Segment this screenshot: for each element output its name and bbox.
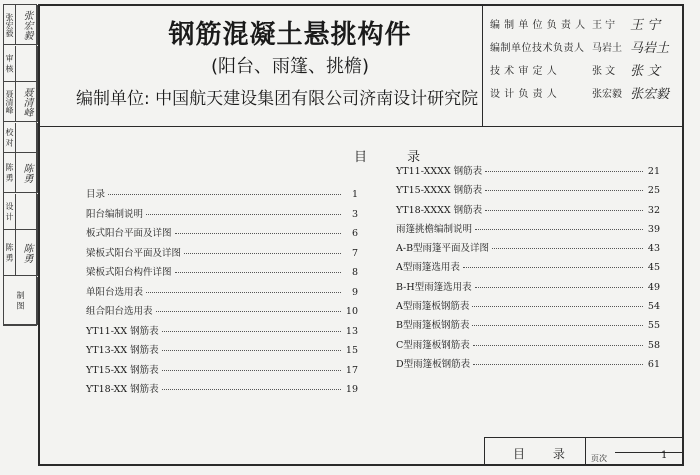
toc-entry-label: B型雨篷板钢筋表 [396,320,470,332]
toc-left-column [86,186,358,401]
toc-entry-label: C型雨篷板钢筋表 [396,339,470,351]
toc-entry-page: 54 [647,301,660,313]
toc-leader-dots [146,214,341,215]
toc-entry-label: D型雨篷板钢筋表 [396,358,471,370]
toc-entry-page: 10 [345,306,358,317]
strip-label: 张宏毅 [4,5,16,45]
toc-entry-label: YT15-XX 钢筋表 [86,364,159,376]
toc-leader-dots [162,389,341,390]
toc-entry-page: 43 [647,243,660,255]
toc-entry[interactable] [396,279,660,298]
toc-leader-dots [485,171,643,172]
toc-entry[interactable] [86,323,358,343]
toc-entry-page: 8 [351,267,358,278]
toc-leader-dots [485,190,643,191]
responsible-row [490,35,680,58]
toc-entry-label: 梁板式阳台构件详图 [86,267,172,278]
responsible-row [490,81,680,104]
document-title: 钢筋混凝土悬挑构件 [168,20,412,50]
toc-entry-label: B-H型雨篷选用表 [396,281,472,293]
toc-leader-dots [473,345,643,346]
toc-leader-dots [175,233,341,234]
toc-entry[interactable] [86,225,358,245]
toc-leader-dots [492,248,643,249]
toc-entry[interactable] [86,284,358,304]
responsible-name: 马岩土 [592,43,622,54]
organization-line: 编制单位: 中国航天建设集团有限公司济南设计研究院 [76,89,479,109]
responsible-signature: 张宏毅 [630,87,670,102]
responsible-name: 张 文 [592,66,616,77]
strip-signature [16,46,38,82]
toc-leader-dots [175,272,341,273]
toc-entry-page: 58 [647,339,660,351]
toc-entry-label: 目录 [86,189,106,200]
toc-entry-label: YT15-XXXX 钢筋表 [396,185,483,197]
toc-leader-dots [162,370,341,371]
toc-entry-page: 7 [351,247,358,259]
toc-leader-dots [156,311,341,312]
strip-label: 陈 勇 [4,153,16,193]
toc-entry-page: 17 [345,364,358,376]
strip-bottom-label: 制 图 [4,277,38,325]
toc-entry-label: A型雨篷板钢筋表 [396,301,470,313]
responsible-role: 编 制 单 位 负 责 人 [490,20,586,31]
strip-signature: 张宏毅 [16,5,38,45]
strip-signature [16,194,38,230]
responsible-role: 设 计 负 责 人 [490,89,558,100]
toc-leader-dots [184,253,341,254]
drafting-cell [3,276,37,326]
strip-label: 设 计 [4,194,16,230]
toc-leader-dots [472,306,643,307]
toc-entry[interactable] [86,381,358,401]
toc-entry-label: 板式阳台平面及详图 [86,228,172,239]
document-subtitle: (阳台、雨篷、挑檐) [210,56,370,77]
toc-entry[interactable] [86,362,358,382]
toc-entry-label: YT13-XX 钢筋表 [86,345,159,356]
responsible-name: 张宏毅 [592,89,622,100]
responsible-role: 技 术 审 定 人 [490,66,558,77]
page-number: 1 [661,450,668,461]
toc-entry[interactable] [396,317,660,336]
toc-entry-page: 39 [647,223,660,235]
toc-entry-label: YT18-XXXX 钢筋表 [396,204,483,216]
toc-entry[interactable] [86,342,358,362]
header-vertical-divider [482,4,483,126]
toc-entry-page: 49 [647,281,660,293]
toc-entry-label: YT11-XX 钢筋表 [86,325,159,337]
responsible-name: 王 宁 [592,20,616,31]
toc-entry-page: 25 [647,185,660,197]
toc-heading: 目 录 [354,150,439,165]
responsible-row [490,12,680,35]
toc-entry-page: 1 [351,189,358,200]
responsible-signature: 马岩土 [630,41,670,56]
responsible-signature: 王 宁 [630,18,661,33]
toc-entry-page: 61 [647,358,660,370]
toc-entry[interactable] [396,337,660,356]
toc-entry[interactable] [396,202,660,221]
toc-entry-label: A型雨篷选用表 [396,262,460,274]
toc-entry[interactable] [86,245,358,265]
toc-entry[interactable] [86,303,358,323]
title-block-divider [585,438,586,465]
responsible-role: 编制单位技术负责人 [490,43,585,54]
toc-entry[interactable] [396,240,660,259]
header-divider [38,126,684,127]
toc-entry[interactable] [396,298,660,317]
toc-entry-page: 32 [647,204,660,216]
toc-entry[interactable] [396,221,660,240]
toc-entry-label: 阳台编制说明 [86,208,144,220]
toc-leader-dots [108,194,341,195]
toc-entry-page: 3 [351,208,358,220]
toc-entry-label: 组合阳台选用表 [86,306,153,317]
toc-entry[interactable] [86,264,358,284]
toc-entry-page: 9 [351,286,358,298]
strip-signature [16,123,38,153]
title-block [484,437,684,466]
toc-entry-label: A-B型雨篷平面及详图 [396,243,490,255]
toc-entry-page: 55 [647,320,660,332]
toc-leader-dots [475,229,643,230]
responsible-row [490,58,680,81]
toc-leader-dots [473,364,643,365]
strip-signature: 陈勇 [16,153,38,193]
toc-entry[interactable] [396,163,660,182]
toc-right-column [396,163,660,375]
toc-entry-page: 21 [647,166,660,177]
toc-entry-label: 雨篷挑檐编制说明 [396,223,473,235]
strip-label: 陈 勇 [4,230,16,276]
toc-entry[interactable] [396,182,660,201]
strip-signature: 陈勇 [16,230,38,276]
toc-entry-page: 15 [345,345,358,356]
strip-signature: 聂清峰 [16,82,38,122]
toc-leader-dots [463,267,643,268]
toc-entry-page: 45 [647,262,660,274]
responsible-signature: 张 文 [630,64,661,79]
strip-label: 聂清峰 [4,82,16,122]
toc-leader-dots [162,331,341,332]
strip-label: 校 对 [4,123,16,153]
toc-leader-dots [475,287,643,288]
responsible-table [490,12,680,104]
toc-entry-page: 19 [345,384,358,395]
toc-entry[interactable] [396,259,660,278]
toc-entry-label: YT18-XX 钢筋表 [86,384,159,395]
toc-entry[interactable] [86,206,358,226]
toc-leader-dots [146,292,341,293]
toc-entry[interactable] [396,356,660,375]
strip-label: 审 核 [4,46,16,82]
toc-leader-dots [162,350,341,351]
title-block-divider-h [615,452,683,453]
toc-leader-dots [472,325,643,326]
toc-leader-dots [485,210,643,211]
page-label: 页次 [591,454,607,463]
toc-entry-label: YT11-XXXX 钢筋表 [396,166,483,177]
title-block-label: 目 录 [513,447,577,461]
toc-entry[interactable] [86,186,358,206]
toc-entry-page: 6 [351,228,358,239]
toc-entry-label: 梁板式阳台平面及详图 [86,247,182,259]
toc-entry-label: 单阳台选用表 [86,286,144,298]
toc-entry-page: 13 [345,325,358,337]
